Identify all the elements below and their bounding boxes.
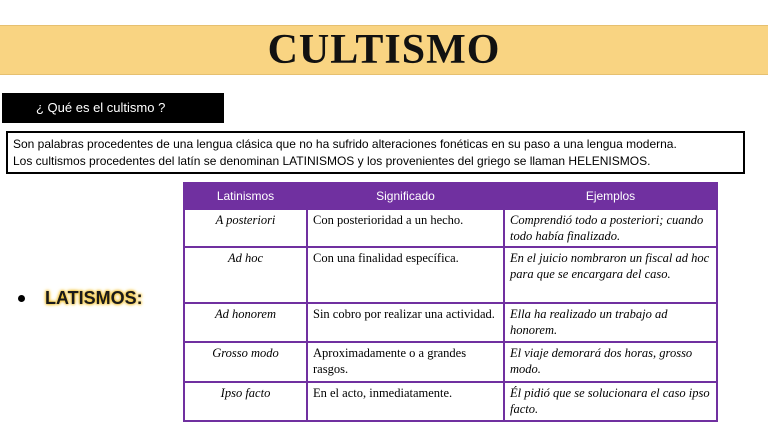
column-header-latinismos: Latinismos (184, 183, 307, 209)
term-cell: A posteriori (184, 209, 307, 247)
latinisms-table (183, 182, 718, 422)
example-cell: Él pidió que se solucionara el caso ipso facto. (504, 382, 717, 421)
column-header-ejemplos: Ejemplos (504, 183, 717, 209)
meaning-cell: En el acto, inmediatamente. (307, 382, 504, 421)
bullet-label: LATISMOS: (45, 288, 143, 308)
meaning-cell: Con una finalidad específica. (307, 247, 504, 303)
table-row (184, 342, 717, 382)
page-title: CULTISMO (267, 27, 501, 73)
title-bar (0, 25, 768, 75)
definition-line-2: Los cultismos procedentes del latín se denominan LATINISMOS y los provenientes del griego se llaman HELENISMOS. (13, 154, 651, 168)
question-heading: ¿ Qué es el cultismo ? (2, 93, 224, 123)
bullet-item (18, 288, 143, 309)
table-row (184, 303, 717, 342)
term-cell: Grosso modo (184, 342, 307, 382)
definition-line-1: Son palabras procedentes de una lengua clásica que no ha sufrido alteraciones fonéticas en su paso a una lengua moderna. (13, 137, 677, 151)
meaning-cell: Con posterioridad a un hecho. (307, 209, 504, 247)
term-cell: Ipso facto (184, 382, 307, 421)
table-row (184, 247, 717, 303)
example-cell: El viaje demorará dos horas, grosso modo. (504, 342, 717, 382)
term-cell: Ad hoc (184, 247, 307, 303)
meaning-cell: Sin cobro por realizar una actividad. (307, 303, 504, 342)
example-cell: Comprendió todo a posteriori; cuando todo había finalizado. (504, 209, 717, 247)
term-cell: Ad honorem (184, 303, 307, 342)
bullet-icon (18, 295, 25, 302)
definition-box (6, 131, 745, 174)
example-cell: En el juicio nombraron un fiscal ad hoc para que se encargara del caso. (504, 247, 717, 303)
table-header-row (184, 183, 717, 209)
example-cell: Ella ha realizado un trabajo ad honorem. (504, 303, 717, 342)
column-header-significado: Significado (307, 183, 504, 209)
table-row (184, 382, 717, 421)
table-row (184, 209, 717, 247)
meaning-cell: Aproximadamente o a grandes rasgos. (307, 342, 504, 382)
